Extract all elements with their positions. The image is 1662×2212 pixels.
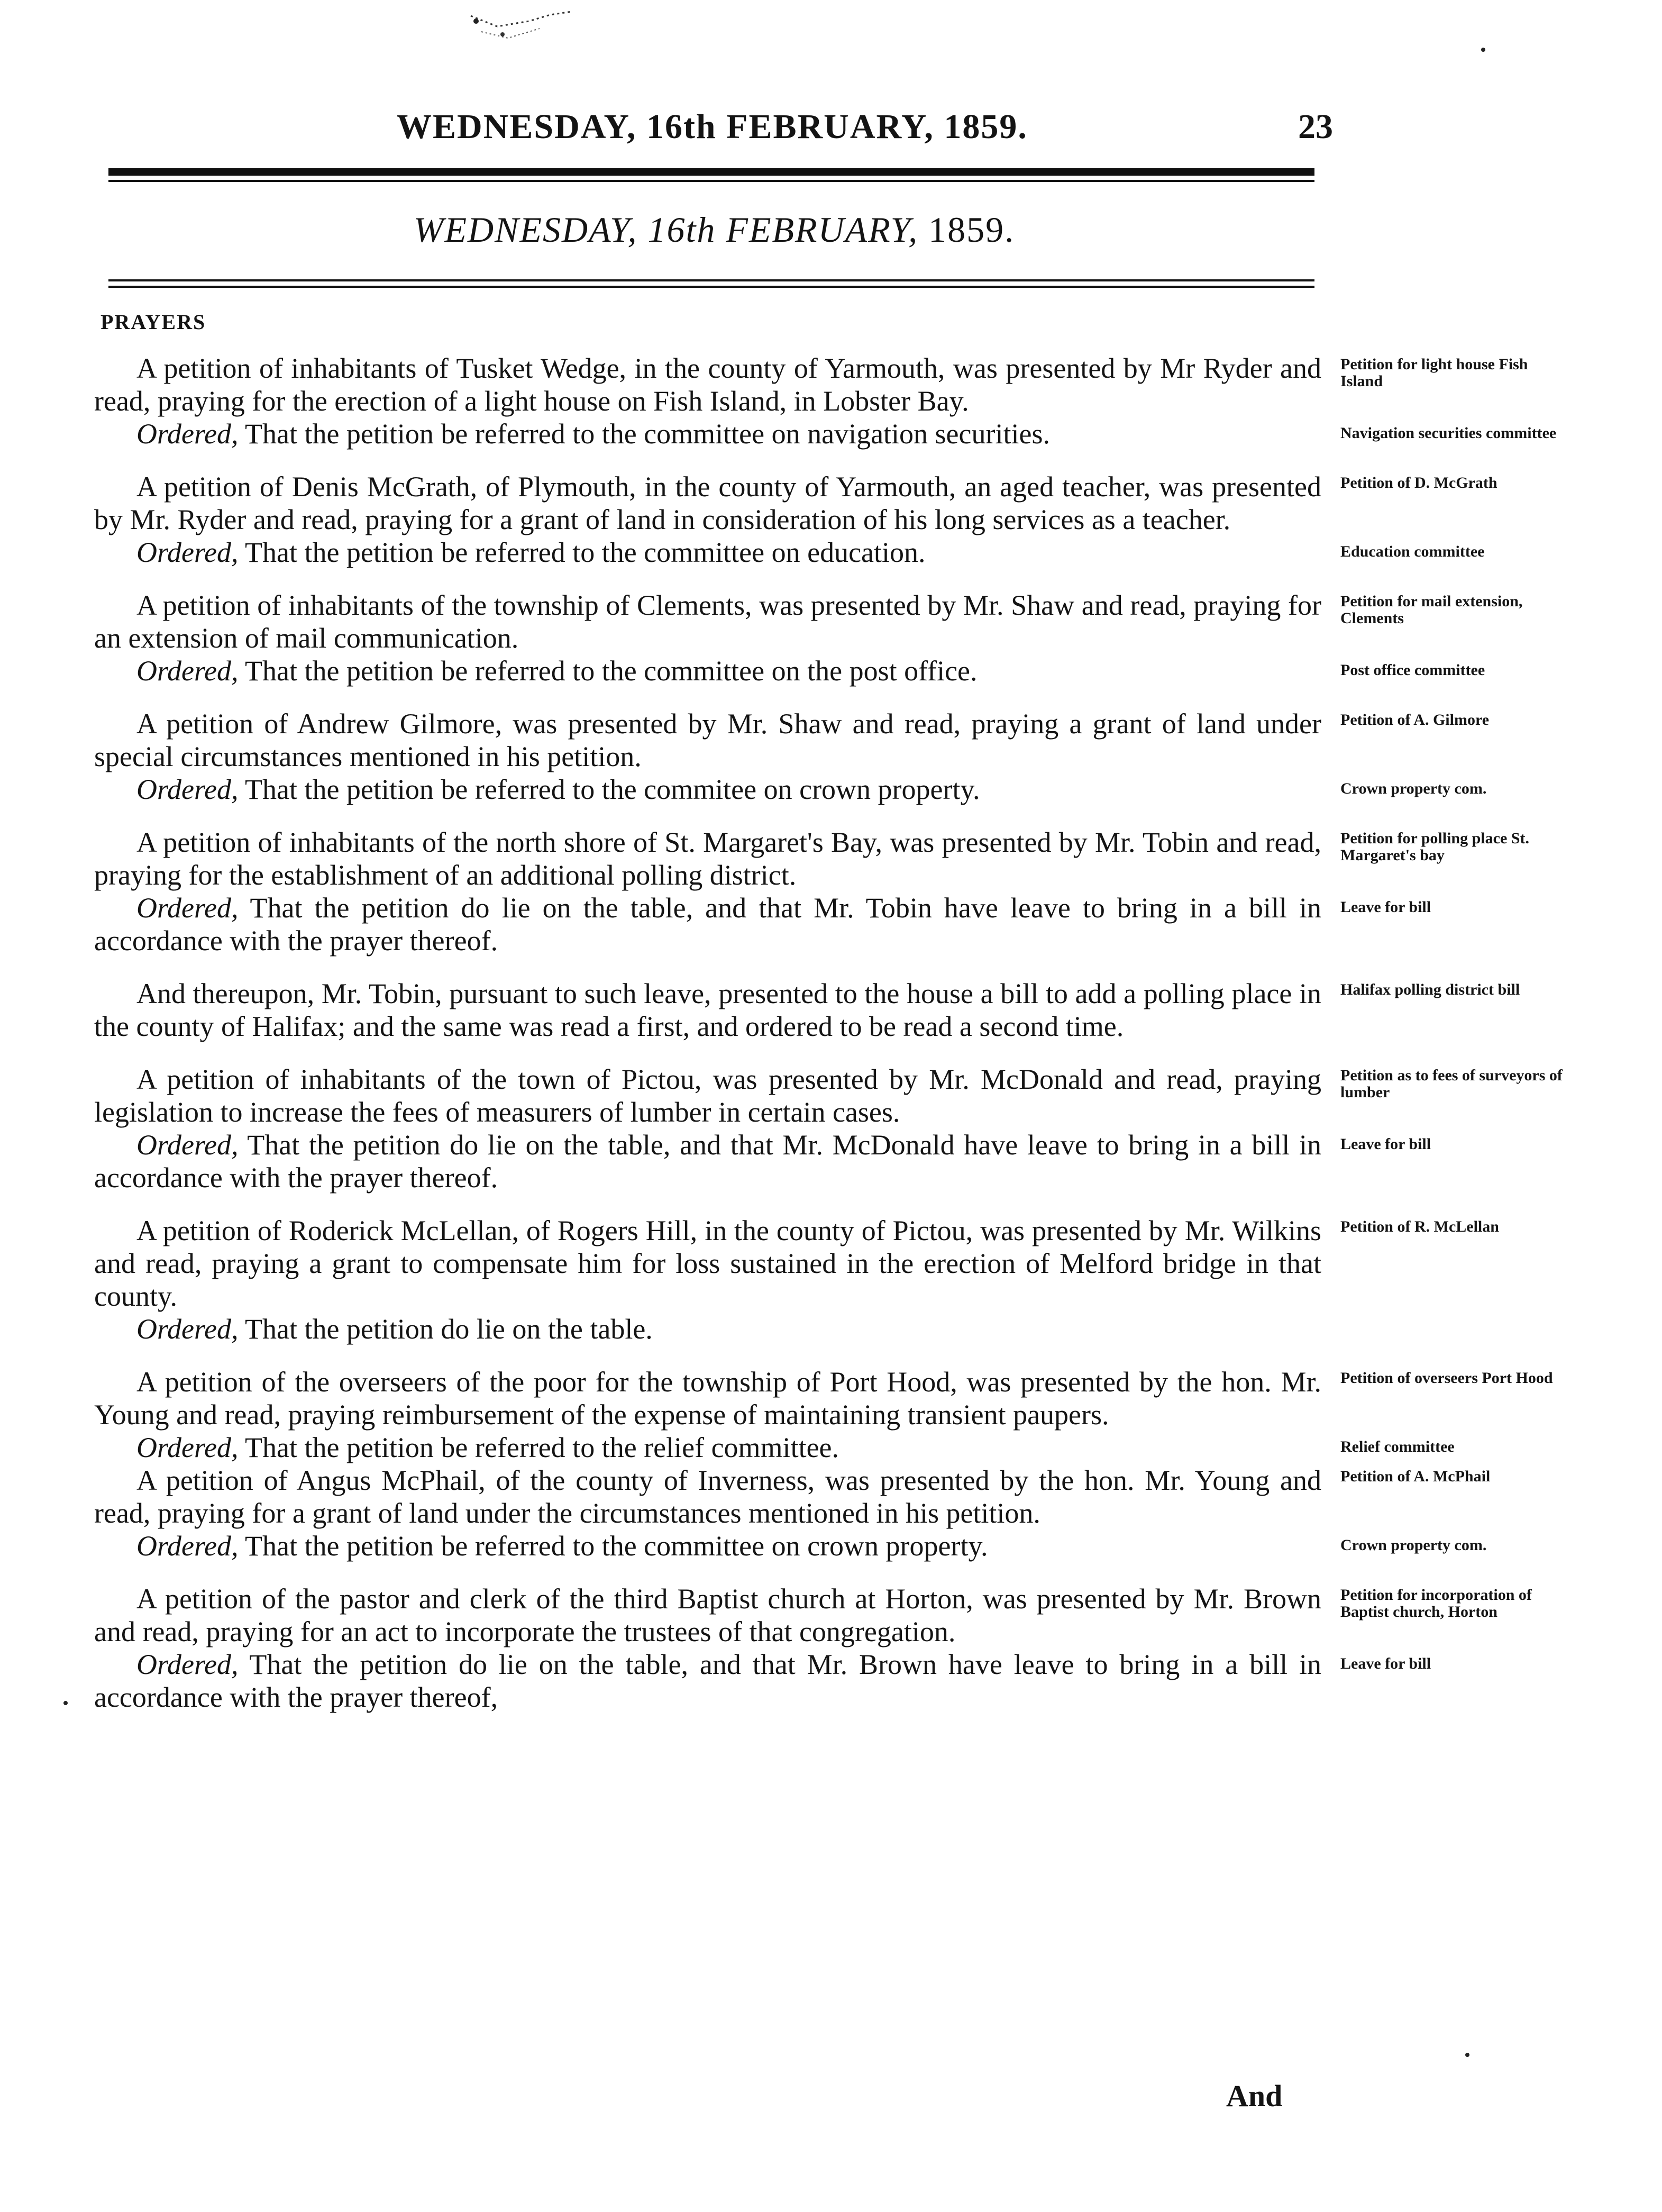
ordered-label: Ordered, [136,892,239,924]
journal-entry [94,1464,1491,1562]
ordered-text: That the petition be referred to the committee on the post office. [245,655,978,687]
ordered-paragraph [94,1431,1321,1464]
entry-paragraph: A petition of Angus McPhail, of the county of Inverness, was presented by the hon. Mr. Young and read, praying for a grant of land under the circumstances mentioned in his petition. [94,1464,1321,1529]
entry-paragraph: A petition of the pastor and clerk of the third Baptist church at Horton, was presented by Mr. Brown and read, praying for an act to incorporate the trustees of that congregation. [94,1583,1321,1647]
ordered-margin-note: Navigation securities committee [1340,424,1557,442]
catchword: And [1226,2079,1283,2113]
header-rule-thick [108,168,1314,176]
ordered-text: That the petition do lie on the table, and that Mr. Tobin have leave to bring in a bill in accordance with the prayer thereof. [94,892,1321,957]
ordered-label: Ordered, [136,1313,239,1345]
ordered-label: Ordered, [136,1129,239,1161]
ordered-margin-note: Post office committee [1340,661,1485,679]
scan-dot [63,1701,68,1705]
margin-note: Petition for light house Fish Island [1340,356,1528,390]
ordered-margin-note: Leave for bill [1340,1135,1431,1153]
journal-entry [94,470,1497,569]
ordered-paragraph [94,1530,1321,1562]
margin-note: Petition of D. McGrath [1340,474,1497,491]
ordered-label: Ordered, [136,773,239,805]
ordered-margin-note: Education committee [1340,543,1485,560]
journal-entry [94,589,1523,687]
running-head [95,107,1333,165]
journal-entry [94,1214,1499,1345]
ordered-margin-note: Crown property com. [1340,780,1487,797]
journal-entry [94,977,1520,1043]
entry-paragraph: A petition of the overseers of the poor for the township of Port Hood, was presented by the hon. Mr. Young and read, praying reimbursement of the expense of maintaining transient paupers. [94,1366,1321,1431]
session-title-text: WEDNESDAY, 16th FEBRUARY, [413,210,919,250]
ordered-label: Ordered, [136,418,239,450]
ordered-paragraph [94,417,1321,450]
margin-note: Petition as to fees of surveyors of lumber [1340,1067,1563,1101]
margin-note: Halifax polling district bill [1340,981,1520,998]
entry-paragraph: And thereupon, Mr. Tobin, pursuant to such leave, presented to the house a bill to add a polling place in the county of Halifax; and the same was read a first, and ordered to be read a second time. [94,978,1321,1042]
ordered-text: That the petition be referred to the committee on education. [245,536,926,568]
ordered-paragraph [94,654,1321,687]
title-rule-lower [108,286,1314,288]
ordered-paragraph [94,1128,1321,1194]
ordered-text: That the petition do lie on the table. [245,1313,653,1345]
margin-note: Petition for incorporation of Baptist church, Horton [1340,1586,1532,1621]
scan-dot [1481,48,1485,52]
ordered-text: That the petition be referred to the commitee on crown property. [245,773,980,805]
session-title-year: 1859. [928,210,1015,250]
entry-paragraph: A petition of inhabitants of Tusket Wedge, in the county of Yarmouth, was presented by Mr Ryder and read, praying for the erection of a light house on Fish Island, in Lobster Bay. [94,352,1321,417]
entry-paragraph: A petition of Denis McGrath, of Plymouth, in the county of Yarmouth, an aged teacher, was presented by Mr. Ryder and read, praying for a grant of land in consideration of his long services as a teacher. [94,471,1321,535]
journal-entry [94,1366,1553,1464]
ordered-label: Ordered, [136,1530,239,1562]
margin-note: Petition for polling place St. Margaret's bay [1340,830,1529,864]
ordered-paragraph [94,773,1321,806]
ordered-margin-note: Crown property com. [1340,1536,1487,1554]
page-number: 23 [1298,107,1333,146]
ordered-paragraph [94,1648,1321,1714]
session-title [0,209,1428,251]
entry-paragraph: A petition of inhabitants of the township of Clements, was presented by Mr. Shaw and read, praying for an extension of mail communication. [94,589,1321,654]
journal-entries [94,352,1563,1714]
margin-note: Petition for mail extension, Clements [1340,593,1523,627]
journal-entry [94,826,1529,957]
title-rule-upper [108,279,1314,281]
ordered-paragraph [94,1313,1321,1345]
journal-entry [94,707,1490,806]
ordered-label: Ordered, [136,1649,239,1680]
ordered-text: That the petition be referred to the committee on navigation securities. [245,418,1050,450]
ordered-label: Ordered, [136,536,239,568]
ordered-margin-note: Leave for bill [1340,898,1431,916]
entry-paragraph: A petition of inhabitants of the town of Pictou, was presented by Mr. McDonald and read, praying legislation to increase the fees of measurers of lumber in certain cases. [94,1063,1321,1128]
ordered-text: That the petition do lie on the table, and that Mr. Brown have leave to bring in a bill in accordance with the prayer thereof, [94,1649,1321,1713]
scan-speck [465,5,582,45]
journal-entry [94,352,1557,450]
ordered-margin-note: Relief committee [1340,1438,1455,1455]
ordered-label: Ordered, [136,655,239,687]
entry-paragraph: A petition of Roderick McLellan, of Rogers Hill, in the county of Pictou, was presented by Mr. Wilkins and read, praying a grant to compensate him for loss sustained in the erection of Melford bridge in that county. [94,1215,1321,1312]
margin-note: Petition of A. McPhail [1340,1468,1491,1485]
entry-paragraph: A petition of Andrew Gilmore, was presented by Mr. Shaw and read, praying a grant of land under special circumstances mentioned in his petition. [94,708,1321,772]
header-rule-thin [108,180,1314,182]
ordered-label: Ordered, [136,1432,239,1463]
entry-paragraph: A petition of inhabitants of the north shore of St. Margaret's Bay, was presented by Mr. Tobin and read, praying for the establishment of an additional polling district. [94,826,1321,891]
journal-entry [94,1063,1563,1194]
margin-note: Petition of overseers Port Hood [1340,1369,1553,1387]
ordered-margin-note: Leave for bill [1340,1655,1431,1672]
ordered-paragraph [94,891,1321,957]
margin-note: Petition of R. McLellan [1340,1218,1499,1235]
journal-entry [94,1582,1532,1714]
ordered-text: That the petition be referred to the relief committee. [245,1432,839,1463]
scan-dot [1465,2053,1469,2057]
running-title: WEDNESDAY, 16th FEBRUARY, 1859. [397,107,1028,146]
prayers-heading: PRAYERS [101,310,206,334]
ordered-text: That the petition be referred to the committee on crown property. [245,1530,988,1562]
margin-note: Petition of A. Gilmore [1340,711,1490,729]
ordered-text: That the petition do lie on the table, and that Mr. McDonald have leave to bring in a bill in accordance with the prayer thereof. [94,1129,1322,1194]
ordered-paragraph [94,536,1321,569]
